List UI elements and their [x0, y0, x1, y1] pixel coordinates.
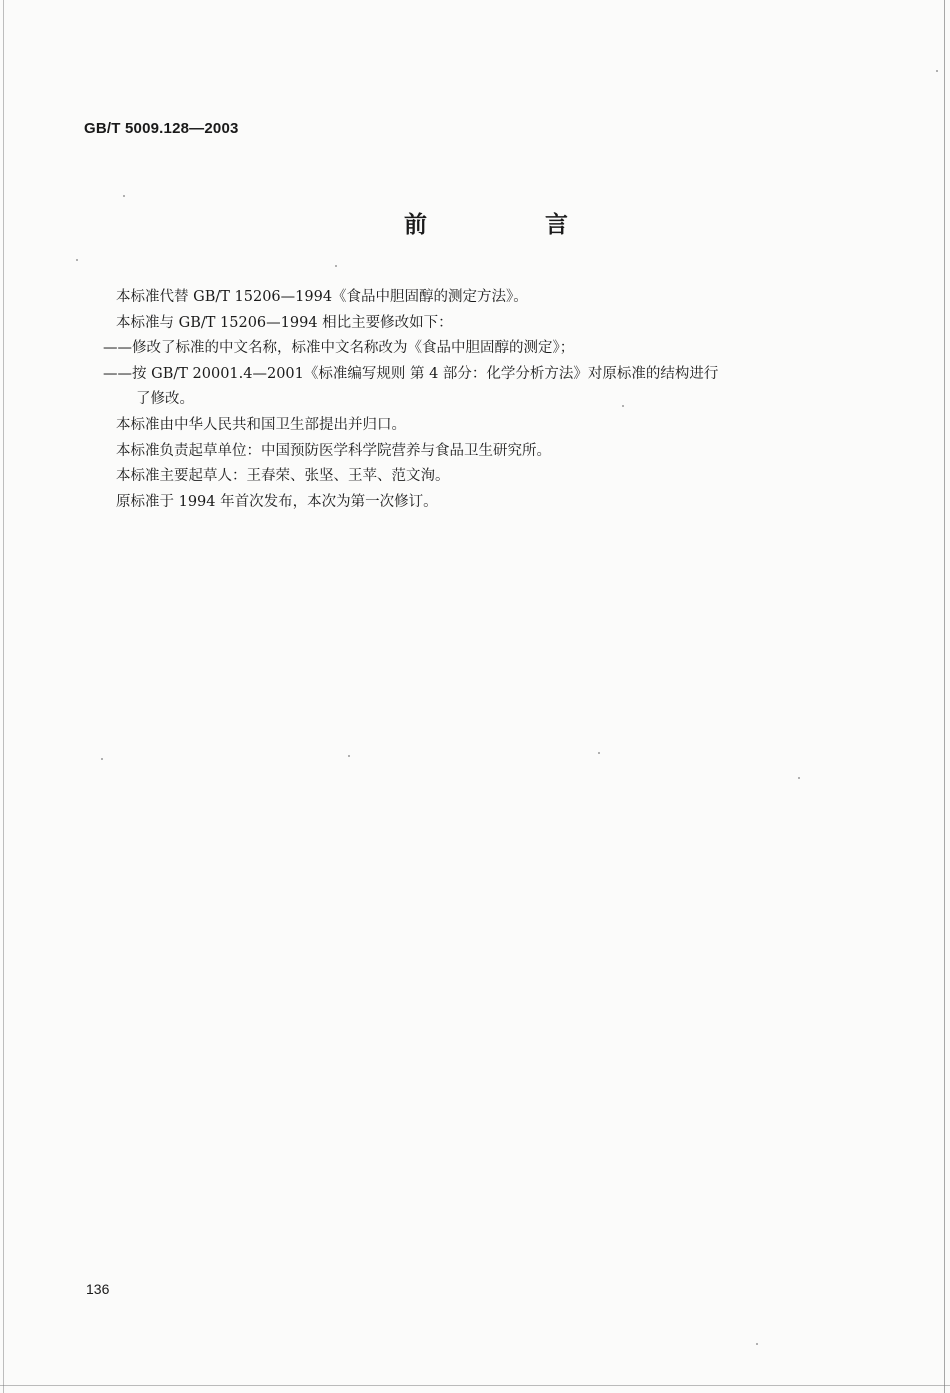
- page-bottom-edge: [0, 1385, 950, 1386]
- scan-speck: [622, 405, 624, 407]
- scan-speck: [123, 195, 125, 197]
- page-left-edge: [3, 0, 4, 1393]
- paragraph-replaces: 本标准代替 GB/T 15206—1994《食品中胆固醇的测定方法》。: [116, 289, 528, 305]
- scan-speck: [598, 752, 600, 754]
- list-item-name-change: ——修改了标准的中文名称，标准中文名称改为《食品中胆固醇的测定》；: [103, 340, 575, 357]
- standard-number: GB/T 5009.128—2003: [84, 120, 239, 137]
- scan-speck: [798, 777, 800, 779]
- scan-speck: [101, 758, 103, 760]
- scan-speck: [76, 259, 78, 261]
- page-number: 136: [86, 1281, 110, 1297]
- paragraph-history: 原标准于 1994 年首次发布，本次为第一次修订。: [116, 493, 438, 510]
- scan-speck: [348, 755, 350, 757]
- page-title: 前 言: [404, 212, 624, 238]
- list-item-structure-change-cont: 了修改。: [136, 391, 194, 408]
- paragraph-drafting-unit: 本标准负责起草单位：中国预防医学科学院营养与食品卫生研究所。: [116, 442, 551, 459]
- paragraph-drafters: 本标准主要起草人：王春荣、张坚、王苹、范文洵。: [116, 468, 450, 485]
- page-right-edge: [944, 0, 945, 1393]
- scan-speck: [756, 1343, 758, 1345]
- paragraph-proposer: 本标准由中华人民共和国卫生部提出并归口。: [116, 416, 406, 433]
- scan-speck: [335, 265, 337, 267]
- paragraph-changes-intro: 本标准与 GB/T 15206—1994 相比主要修改如下：: [116, 314, 453, 331]
- scan-speck: [936, 70, 938, 72]
- foreword-body: [103, 285, 856, 515]
- list-item-structure-change: ——按 GB/T 20001.4—2001《标准编写规则 第 4 部分：化学分析方法》对原标准的结构进行: [103, 365, 719, 382]
